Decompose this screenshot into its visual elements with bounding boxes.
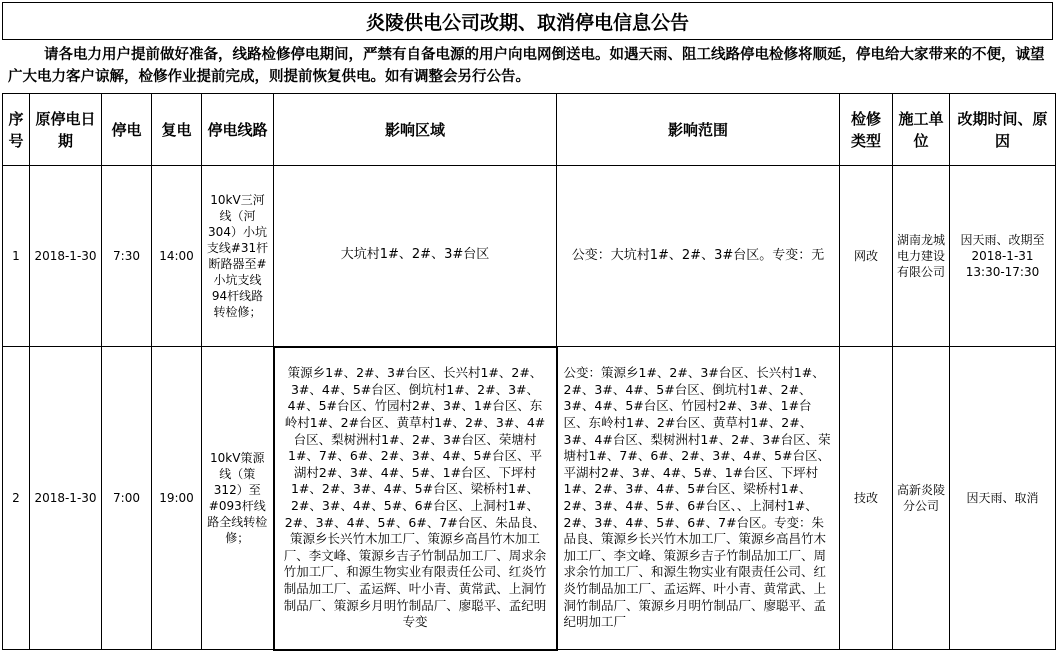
row2-line [202, 347, 274, 650]
row1-range-text: 公变：大坑村1#、2#、3#台区。专变：无 [571, 247, 825, 263]
page-title: 炎陵供电公司改期、取消停电信息公告 [2, 2, 1053, 40]
row2-seq: 2 [3, 347, 30, 650]
table-row [3, 347, 1056, 650]
row1-line [202, 166, 274, 347]
header-orig-date [30, 94, 102, 166]
row2-unit [893, 347, 950, 650]
header-area: 影响区域 [274, 94, 557, 166]
row2-resume: 19:00 [152, 347, 202, 650]
header-range: 影响范围 [557, 94, 840, 166]
row1-change [950, 166, 1056, 347]
header-unit [893, 94, 950, 166]
header-orig-date-text: 原停电日期 [35, 109, 96, 150]
row1-area-text: 大坑村1#、2#、3#台区 [340, 247, 490, 263]
header-change-text: 改期时间、原因 [957, 109, 1048, 150]
row2-line-text: 10kV策源线（策312）至#093杆线路全线转检修； [207, 451, 268, 545]
header-change [950, 94, 1056, 166]
row2-change-text: 因天雨、取消 [966, 491, 1039, 505]
row2-stop: 7:00 [102, 347, 152, 650]
table-row [3, 166, 1056, 347]
row2-area [274, 347, 557, 650]
header-row [3, 94, 1056, 166]
row1-area [274, 166, 557, 347]
row1-line-text: 10kV三河线（河304）小坑支线#31杆断路器至#小坑支线94杆线路转检修； [206, 193, 269, 319]
header-unit-text: 施工单位 [898, 109, 944, 150]
row1-unit-text: 湖南龙城电力建设有限公司 [897, 233, 946, 279]
row1-resume: 14:00 [152, 166, 202, 347]
row1-range [557, 166, 840, 347]
row2-area-text: 策源乡1#、2#、3#台区、长兴村1#、2#、3#、4#、5#台区、倒坑村1#、2#、3#、4#、5#台区、竹园村2#、3#、1#台区、东岭村1#、2#台区、黄草村1#、2#、3#、4#台区、梨树洲村1#、2#、3#台区、荣塘村1#、7#、6#、2#、3#、4#、5#台区、平湖村2#、3#、4#、5#、1#台区、下坪村1#、2#、3#、4#、5#台区、梁桥村1#、2#、3#、4#、5#、6#台区、上洞村1#、2#、3#、4#、5#、6#、7#台区、朱品良、策源乡长兴竹木加工厂、策源乡高昌竹木加工厂、李文峰、策源乡吉子竹制品加工厂、周求余竹加工厂、和源生物实业有限责任公司、红炎竹制品加工厂、孟运辉、叶小青、黄常武、上洞竹制品厂、策源乡月明竹制品厂、廖聪平、孟纪明专变 [283, 365, 547, 630]
header-seq: 序号 [3, 94, 30, 166]
row2-date: 2018-1-30 [30, 347, 102, 650]
row2-change [950, 347, 1056, 650]
outage-table [2, 93, 1056, 651]
header-resume: 复电 [152, 94, 202, 166]
header-type [840, 94, 893, 166]
row1-seq: 1 [3, 166, 30, 347]
row1-stop: 7:30 [102, 166, 152, 347]
row1-type: 网改 [840, 166, 893, 347]
row2-type: 技改 [840, 347, 893, 650]
row1-unit [893, 166, 950, 347]
row2-range-text: 公变：策源乡1#、2#、3#台区、长兴村1#、2#、3#、4#、5#台区、倒坑村1#、2#、3#、4#、5#台区、竹园村2#、3#、1#台区、东岭村1#、2#台区、黄草村1#、2#、3#、4#台区、梨树洲村1#、2#、3#台区、荣塘村1#、7#、6#、2#、3#、4#、5#台区、平湖村2#、3#、4#、5#、1#台区、下坪村1#、2#、3#、4#、5#台区、梁桥村1#、2#、3#、4#、5#、6#台区、、上洞村1#、2#、3#、4#、5#、6#、7#台区。专变：朱品良、策源乡长兴竹木加工厂、策源乡高昌竹木加工厂、李文峰、策源乡吉子竹制品加工厂、周求余竹加工厂、和源生物实业有限责任公司、红炎竹制品加工厂、孟运辉、叶小青、黄常武、上洞竹制品厂、策源乡月明竹制品厂、廖聪平、孟纪明加工厂 [563, 365, 831, 630]
notice-text: 请各电力用户提前做好准备，线路检修停电期间，严禁有自备电源的用户向电网倒送电。如遇天雨、阻工线路停电检修将顺延，停电给大家带来的不便，诚望广大电力客户谅解，检修作业提前完成，则提前恢复供电。如有调整会另行公告。 [8, 47, 1045, 85]
row2-unit-text: 高新炎陵分公司 [897, 483, 946, 513]
row2-range [557, 347, 840, 650]
header-stop: 停电 [102, 94, 152, 166]
header-line: 停电线路 [202, 94, 274, 166]
row1-date: 2018-1-30 [30, 166, 102, 347]
row1-change-text: 因天雨、改期至2018-1-31 13:30-17:30 [960, 233, 1045, 279]
header-type-text: 检修类型 [850, 109, 881, 150]
